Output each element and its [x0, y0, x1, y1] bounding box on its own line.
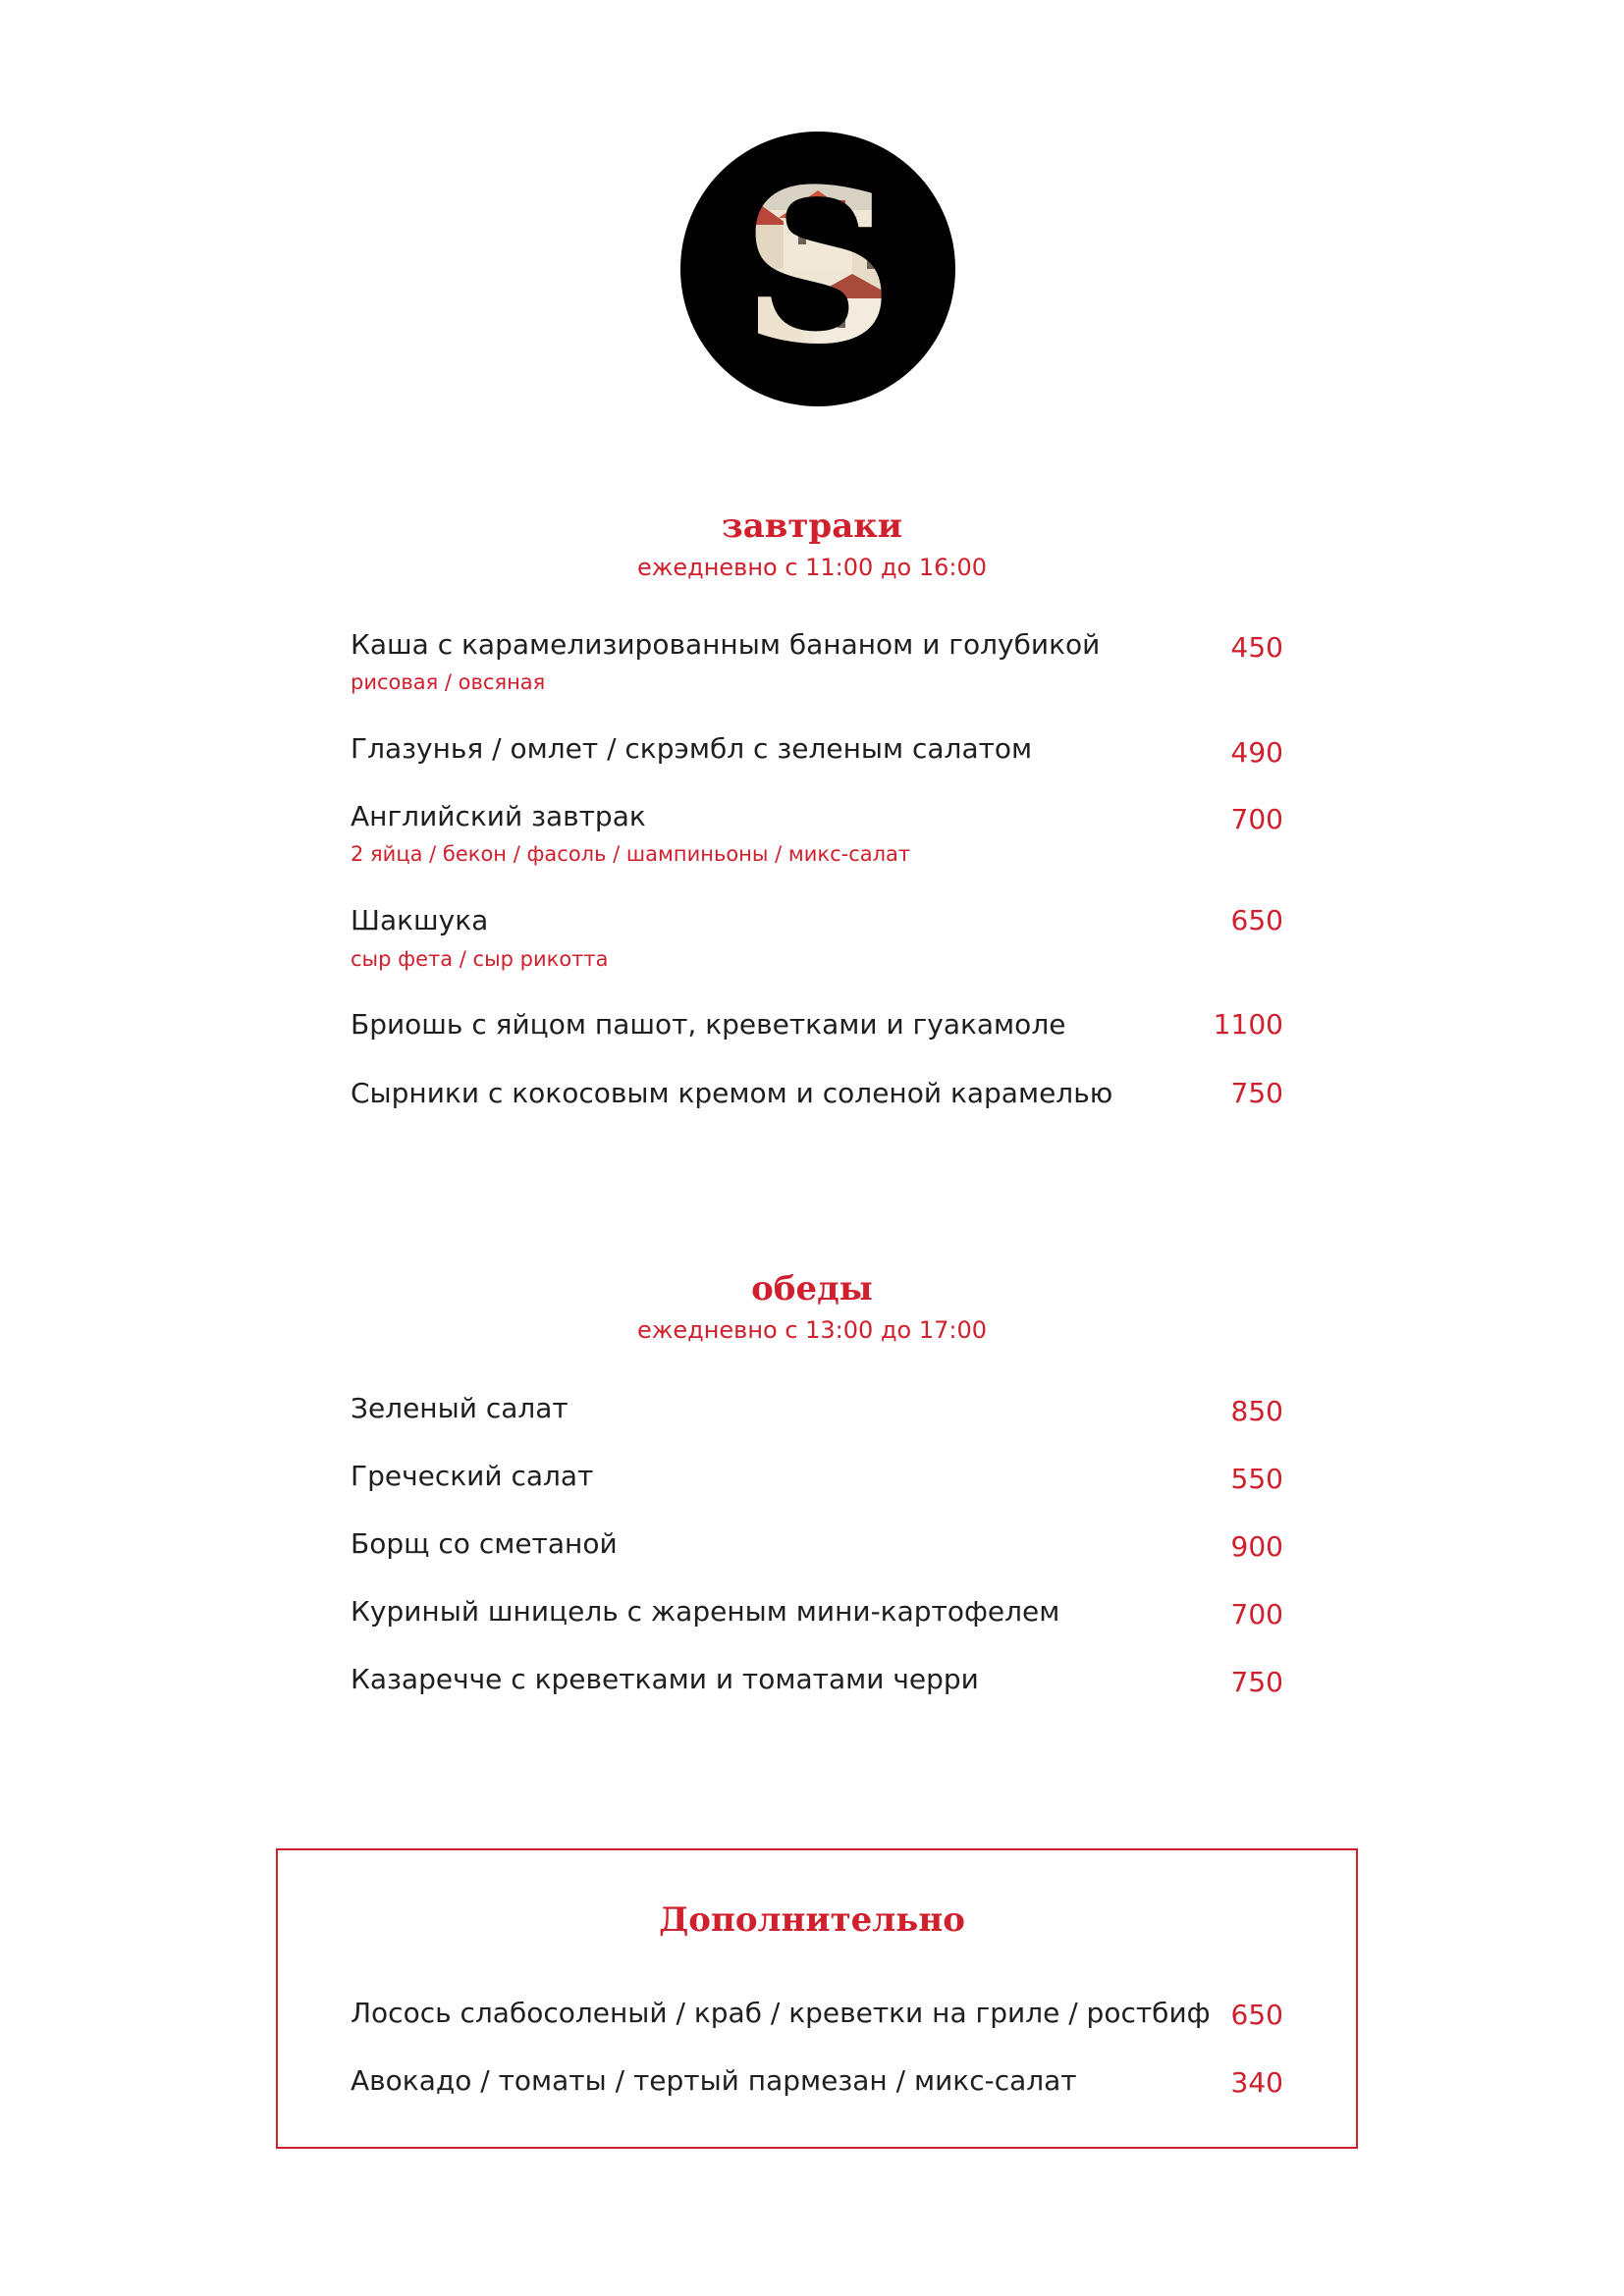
menu-item-price: 490	[1230, 736, 1283, 769]
menu-item-price: 700	[1230, 803, 1283, 835]
menu-item-name: Авокадо / томаты / тертый пармезан / микс-салат	[351, 2064, 1077, 2097]
menu-item-name: Зеленый салат	[351, 1392, 568, 1424]
menu-item-price: 650	[1230, 1999, 1283, 2031]
menu-item-name: Каша с карамелизированным бананом и голубикой	[351, 628, 1101, 661]
menu-item-description: сыр фета / сыр рикотта	[351, 947, 609, 971]
lunch-hours: ежедневно с 13:00 до 17:00	[636, 1316, 988, 1344]
menu-item-name: Куриный шницель с жареным мини-картофелем	[351, 1595, 1060, 1628]
breakfast-title: завтраки	[722, 507, 902, 546]
menu-item-name: Английский завтрак	[351, 800, 646, 832]
menu-item-price: 650	[1230, 904, 1283, 936]
menu-item-description: 2 яйца / бекон / фасоль / шампиньоны / микс-салат	[351, 842, 911, 866]
menu-item-name: Шакшука	[351, 904, 489, 936]
menu-item-price: 700	[1230, 1598, 1283, 1630]
menu-item-price: 850	[1230, 1395, 1283, 1427]
menu-item-price: 450	[1230, 631, 1283, 664]
menu-item-name: Борщ со сметаной	[351, 1527, 618, 1560]
menu-item-price: 750	[1230, 1666, 1283, 1698]
breakfast-hours: ежедневно с 11:00 до 16:00	[636, 554, 988, 581]
menu-item-price: 900	[1230, 1530, 1283, 1563]
menu-item-name: Бриошь с яйцом пашот, креветками и гуакамоле	[351, 1008, 1066, 1041]
lunch-title: обеды	[751, 1269, 873, 1308]
extras-title: Дополнительно	[659, 1900, 965, 1940]
restaurant-logo	[680, 132, 955, 406]
menu-item-price: 550	[1230, 1463, 1283, 1495]
menu-item-price: 750	[1230, 1077, 1283, 1109]
menu-item-price: 340	[1230, 2066, 1283, 2099]
menu-item-name: Глазунья / омлет / скрэмбл с зеленым салатом	[351, 732, 1033, 765]
s-letter-logo-icon	[680, 132, 955, 406]
menu-item-name: Греческий салат	[351, 1460, 594, 1492]
menu-item-name: Лосось слабосоленый / краб / креветки на гриле / ростбиф	[351, 1997, 1211, 2029]
menu-item-name: Сырники с кокосовым кремом и соленой карамелью	[351, 1077, 1113, 1109]
menu-item-price: 1100	[1213, 1008, 1283, 1041]
menu-item-description: рисовая / овсяная	[351, 670, 546, 694]
menu-item-name: Казаречче с креветками и томатами черри	[351, 1663, 979, 1695]
